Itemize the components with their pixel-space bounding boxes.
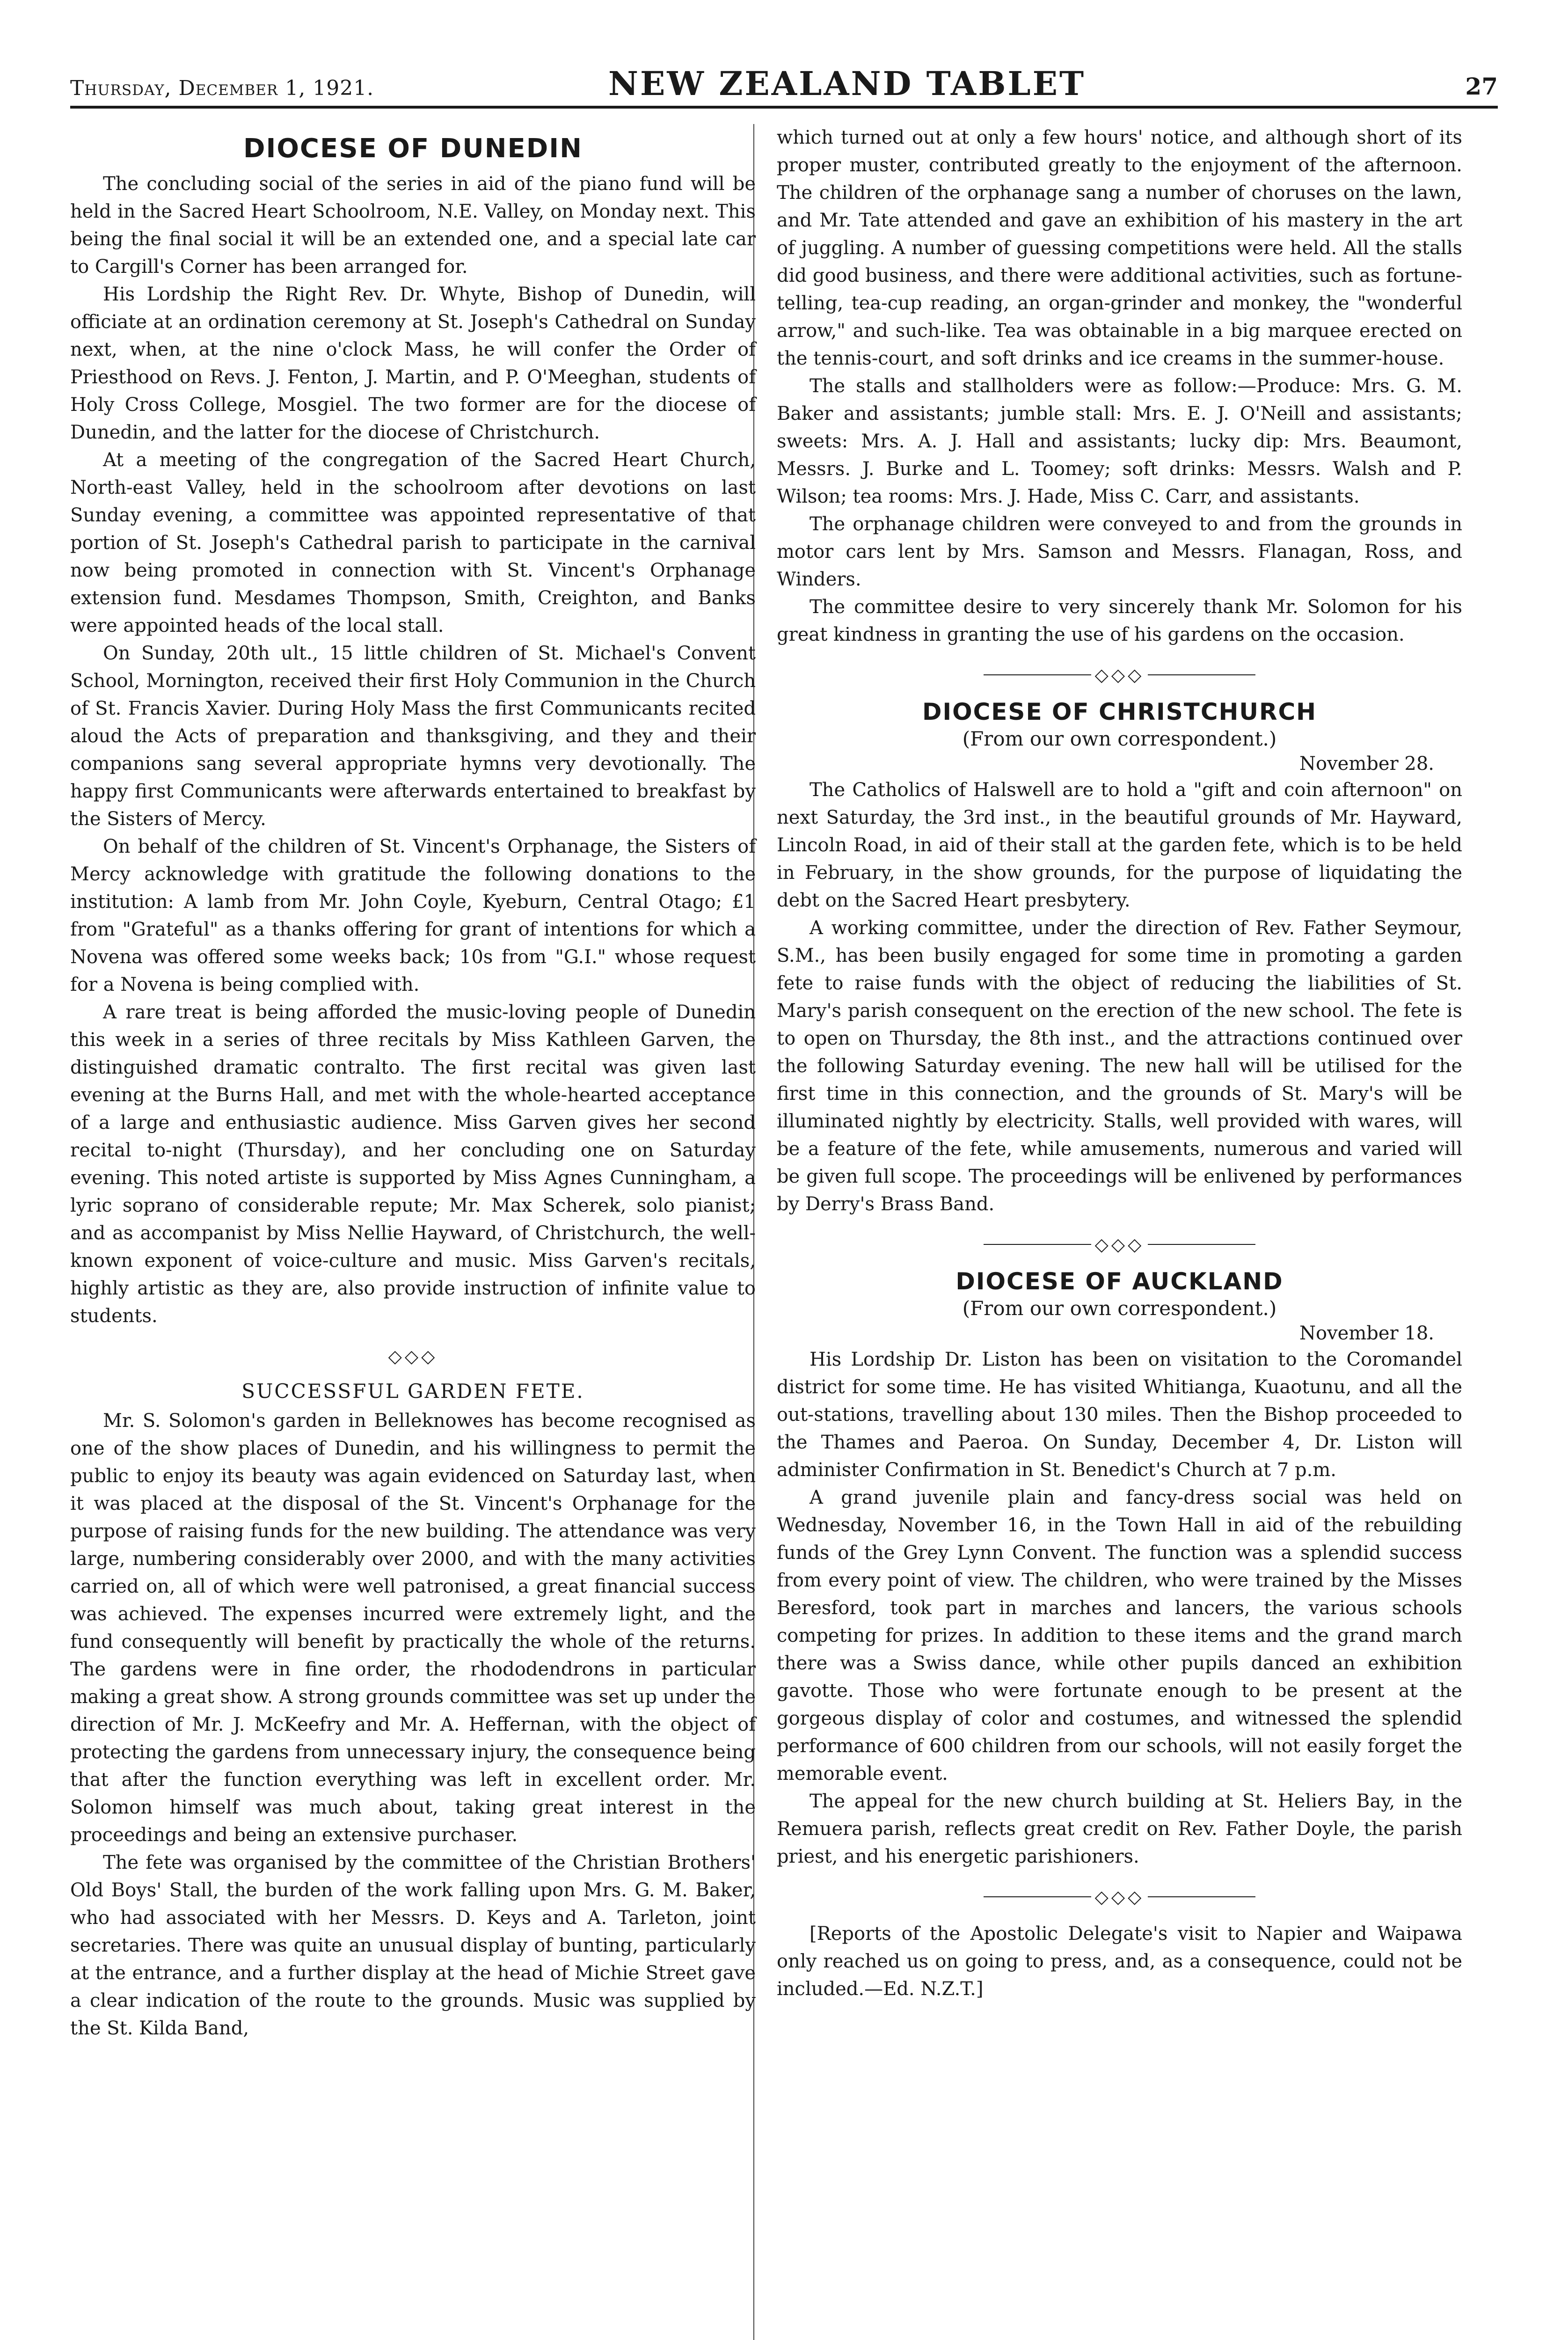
auckland-paragraph: The appeal for the new church building at St. Heliers Bay, in the Remuera parish, reflects great credit on Rev. Father Doyle, the parish priest, and his energetic parishioners. (777, 1791, 1462, 1867)
dunedin-paragraph: On Sunday, 20th ult., 15 little children of St. Michael's Convent School, Mornington, received their first Holy Communion in the Church of St. Francis Xavier. During Holy Mass the first Communicants recited aloud the Acts of preparation and thanksgiving, and they and their companions sang several appropriate hymns very devotionally. The happy first Communicants were afterwards entertained to breakfast by the Sisters of Mercy. (70, 643, 756, 830)
fete-continued-paragraph: which turned out at only a few hours' notice, and although short of its proper muster, contributed greatly to the enjoyment of the afternoon. The children of the orphanage sang a number of choruses on the lawn, and Mr. Tate attended and gave an exhibition of his mastery in the art of juggling. A number of guessing competitions were held. All the stalls did good business, and there were additional activities, such as fortune-telling, tea-cup reading, an organ-grinder and monkey, the "wonderful arrow," and such-like. Tea was obtainable in a big marquee erected on the tennis-court, and soft drinks and ice creams in the summer-house. (777, 127, 1462, 369)
section-ornament (777, 662, 1462, 685)
auckland-paragraph: His Lordship Dr. Liston has been on visitation to the Coromandel district for some time. He has visited Whitianga, Kuaotunu, and all the out-stations, travelling about 130 miles. Then the Bishop proceeded to the Thames and Paeroa. On Sunday, December 4, Dr. Liston will administer Confirmation in St. Benedict's Church at 7 p.m. (777, 1349, 1462, 1481)
dunedin-paragraph: His Lordship the Right Rev. Dr. Whyte, Bishop of Dunedin, will officiate at an ordination ceremony at St. Joseph's Cathedral on Sunday next, when, at the nine o'clock Mass, he will confer the Order of Priesthood on Revs. J. Fenton, J. Martin, and P. O'Meeghan, students of Holy Cross College, Mosgiel. The two former are for the diocese of Dunedin, and the latter for the diocese of Christchurch. (70, 284, 756, 443)
christchurch-subheading: (From our own correspondent.) (962, 727, 1277, 750)
editor-note: [Reports of the Apostolic Delegate's visit to Napier and Waipawa only reached us on going to press, and, as a consequence, could not be included.—Ed. N.Z.T.] (777, 1923, 1462, 2000)
dunedin-paragraph: On behalf of the children of St. Vincent's Orphanage, the Sisters of Mercy acknowledge with gratitude the following donations to the institution: A lamb from Mr. John Coyle, Kyeburn, Central Otago; £1 from "Grateful" as a thanks offering for grant of intentions for which a Novena was offered some weeks back; 10s from "G.I." whose request for a Novena is being complied with. (70, 836, 756, 995)
issue-date: Thursday, December 1, 1921. (70, 76, 374, 100)
page-number: 27 (1465, 73, 1498, 100)
diamond-ornament-icon: ◇◇◇ (1094, 1887, 1145, 1907)
fete-paragraph: The fete was organised by the committee of the Christian Brothers' Old Boys' Stall, the burden of the work falling upon Mrs. G. M. Baker, who had associated with her Messrs. D. Keys and A. Tarleton, joint secretaries. There was quite an unusual display of bunting, particularly at the entrance, and a further display at the head of Michie Street gave a clear indication of the route to the grounds. Music was supplied by the St. Kilda Band, (70, 1852, 756, 2039)
section-ornament (777, 1884, 1462, 1907)
fete-continued-paragraph: The stalls and stallholders were as follow:—Produce: Mrs. G. M. Baker and assistants; jumble stall: Mrs. E. J. O'Neill and assistants; sweets: Mrs. A. J. Hall and assistants; lucky dip: Mrs. Beaumont, Messrs. J. Burke and L. Toomey; soft drinks: Messrs. Walsh and P. Wilson; tea rooms: Mrs. J. Hade, Miss C. Carr, and assistants. (777, 375, 1462, 507)
dunedin-paragraph: A rare treat is being afforded the music-loving people of Dunedin this week in a series of three recitals by Miss Kathleen Garven, the distinguished dramatic contralto. The first recital was given last evening at the Burns Hall, and met with the whole-hearted acceptance of a large and enthusiastic audience. Miss Garven gives her second recital to-night (Thursday), and her concluding one on Saturday evening. This noted artiste is supported by Miss Agnes Cunningham, a lyric soprano of considerable repute; Mr. Max Scherek, solo pianist; and as accompanist by Miss Nellie Hayward, of Christchurch, the well-known exponent of voice-culture and music. Miss Garven's recitals, highly artistic as they are, also provide instruction of infinite value to students. (70, 1002, 756, 1327)
auckland-subheading: (From our own correspondent.) (962, 1297, 1277, 1320)
dunedin-paragraph: The concluding social of the series in aid of the piano fund will be held in the Sacred Heart Schoolroom, N.E. Valley, on Monday next. This being the final social it will be an extended one, and a special late car to Cargill's Corner has been arranged for. (70, 173, 756, 278)
page-header (70, 58, 1498, 103)
auckland-heading: DIOCESE OF AUCKLAND (955, 1268, 1284, 1295)
christchurch-dateline: November 28. (1299, 753, 1434, 775)
auckland-dateline: November 18. (1299, 1323, 1434, 1344)
diamond-ornament-icon: ◇◇◇ (388, 1346, 438, 1367)
diamond-ornament-icon: ◇◇◇ (1094, 1234, 1145, 1255)
fete-paragraph: Mr. S. Solomon's garden in Belleknowes has become recognised as one of the show places of Dunedin, and his willingness to permit the public to enjoy its beauty was again evidenced on Saturday last, when it was placed at the disposal of the St. Vincent's Orphanage for the purpose of raising funds for the new building. The attendance was very large, numbering considerably over 2000, and with the many activities carried on, all of which were well patronised, a great financial success was achieved. The expenses incurred were extremely light, and the fund consequently will benefit by practically the whole of the returns. The gardens were in fine order, the rhododendrons in particular making a great show. A strong grounds committee was set up under the direction of Mr. J. McKeefry and Mr. A. Heffernan, with the object of protecting the gardens from unnecessary injury, the consequence being that after the function everything was left in excellent order. Mr. Solomon himself was much about, taking great interest in the proceedings and being an extensive purchaser. (70, 1410, 756, 1846)
christchurch-heading: DIOCESE OF CHRISTCHURCH (922, 698, 1317, 725)
masthead-title: NEW ZEALAND TABLET (608, 64, 1086, 103)
auckland-paragraph: A grand juvenile plain and fancy-dress social was held on Wednesday, November 16, in the Town Hall in aid of the rebuilding funds of the Grey Lynn Convent. The function was a splendid success from every point of view. The children, who were trained by the Misses Beresford, took part in marches and lancers, the various schools competing for prizes. In addition to these items and the grand march there was a Swiss dance, while other pupils danced an exhibition gavotte. Those who were fortunate enough to be present at the gorgeous display of color and costumes, and witnessed the splendid performance of 600 children from our schools, will not easily forget the memorable event. (777, 1487, 1462, 1784)
fete-heading: SUCCESSFUL GARDEN FETE. (241, 1380, 584, 1403)
dunedin-paragraph: At a meeting of the congregation of the Sacred Heart Church, North-east Valley, held in the schoolroom after devotions on last Sunday evening, a committee was appointed representative of that portion of St. Joseph's Cathedral parish to participate in the carnival now being promoted in connection with St. Vincent's Orphanage extension fund. Mesdames Thompson, Smith, Creighton, and Banks were appointed heads of the local stall. (70, 449, 756, 636)
left-column (70, 124, 756, 2042)
header-rule (70, 106, 1498, 109)
dunedin-heading: DIOCESE OF DUNEDIN (243, 133, 583, 164)
fete-continued-paragraph: The committee desire to very sincerely thank Mr. Solomon for his great kindness in granting the use of his gardens on the occasion. (777, 596, 1462, 645)
christchurch-paragraph: The Catholics of Halswell are to hold a "gift and coin afternoon" on next Saturday, the 3rd inst., in the beautiful grounds of Mr. Hayward, Lincoln Road, in aid of their stall at the garden fete, which is to be held in February, in the show grounds, for the purpose of liquidating the debt on the Sacred Heart presbytery. (777, 779, 1462, 911)
fete-continued-paragraph: The orphanage children were conveyed to and from the grounds in motor cars lent by Mrs. Samson and Messrs. Flanagan, Ross, and Winders. (777, 513, 1462, 590)
section-ornament (70, 1343, 756, 1367)
right-column (777, 124, 1462, 2003)
christchurch-paragraph: A working committee, under the direction of Rev. Father Seymour, S.M., has been busily engaged for some time in promoting a garden fete to raise funds with the object of reducing the liabilities of St. Mary's parish consequent on the erection of the new school. The fete is to open on Thursday, the 8th inst., and the attractions continued over the following Saturday evening. The new hall will be utilised for the first time in this connection, and the grounds of St. Mary's will be illuminated nightly by electricity. Stalls, well provided with wares, will be a feature of the fete, while amusements, numerous and varied will be given full scope. The proceedings will be enlivened by performances by Derry's Brass Band. (777, 917, 1462, 1215)
diamond-ornament-icon: ◇◇◇ (1094, 665, 1145, 685)
section-ornament (777, 1231, 1462, 1255)
